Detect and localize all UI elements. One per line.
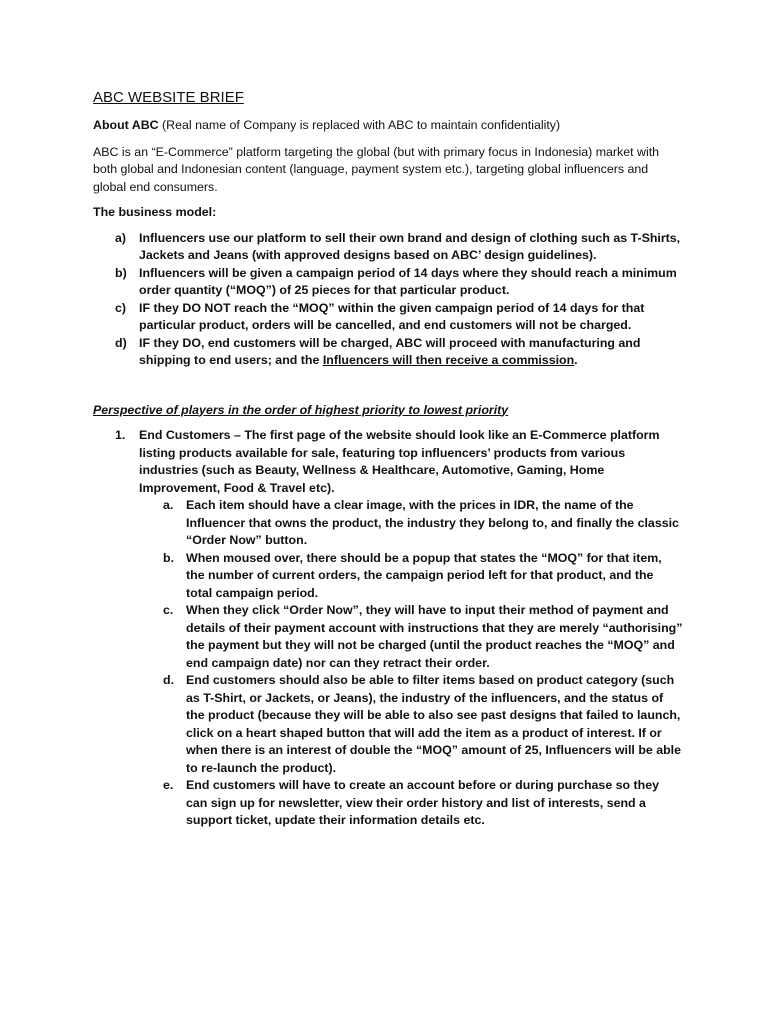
list-item bbox=[93, 265, 683, 300]
sub-list-item bbox=[139, 672, 683, 777]
list-item-text: Influencers will be given a campaign period of 14 days where they should reach a minimum order quantity (“MOQ”) of 25 pieces for that particular product. bbox=[139, 265, 677, 297]
sub-list-item bbox=[139, 602, 683, 672]
list-item bbox=[93, 230, 683, 265]
player-item bbox=[93, 427, 683, 830]
sub-list-item-text: When they click “Order Now”, they will have to input their method of payment and details of their payment account with instructions that they are merely “authorising” the payment but they will not be charged (until the product reaches the “MOQ” and end campaign date) nor can they retract their order. bbox=[186, 603, 683, 670]
list-item-text: IF they DO NOT reach the “MOQ” within the given campaign period of 14 days for that particular product, orders will be cancelled, and end customers will not be charged. bbox=[139, 300, 645, 332]
document-title: ABC WEBSITE BRIEF bbox=[93, 89, 244, 106]
list-marker: b) bbox=[115, 265, 127, 280]
list-item bbox=[93, 300, 683, 335]
business-model-list bbox=[93, 230, 683, 370]
about-note: (Real name of Company is replaced with ABC to maintain confidentiality) bbox=[158, 118, 561, 132]
list-item-text: Influencers use our platform to sell their own brand and design of clothing such as T-Shirts, Jackets and Jeans (with approved designs based on ABC’ design guidelines). bbox=[139, 230, 681, 262]
sub-list-marker: b. bbox=[163, 550, 175, 565]
perspective-heading: Perspective of players in the order of highest priority to lowest priority bbox=[93, 402, 509, 417]
business-model-heading: The business model: bbox=[93, 205, 217, 219]
about-label: About ABC bbox=[93, 118, 159, 132]
list-marker: d) bbox=[115, 335, 127, 350]
intro-paragraph: ABC is an “E-Commerce” platform targeting the global (but with primary focus in Indonesia) market with both global and Indonesian content (language, payment system etc.), targeting global influencers and global end consumers. bbox=[93, 144, 660, 194]
sub-list-marker: e. bbox=[163, 778, 174, 792]
sub-list-item bbox=[139, 550, 683, 603]
about-line bbox=[93, 117, 683, 135]
list-item bbox=[93, 335, 683, 370]
list-item-text-before: IF they DO, end customers will be charged, ABC will proceed with manufacturing and shipping to end users; and the bbox=[139, 335, 641, 367]
sub-list-marker: d. bbox=[163, 673, 175, 687]
list-item-text-after: . bbox=[574, 353, 578, 367]
list-marker: c) bbox=[115, 300, 127, 315]
sub-list-item-text: End customers should also be able to filter items based on product category (such as T-Shirt, or Jackets, or Jeans), the industry of the influencers, and the status of the product (because they will be able to also see past designs that failed to launch, click on a heart shaped button that will add the item as a product of interest. If or when there is an interest of double the “MOQ” amount of 25, Influencers will be able to re-launch the product). bbox=[186, 673, 682, 775]
player-marker: 1. bbox=[115, 428, 126, 442]
sub-list-item-text: End customers will have to create an account before or during purchase so they can sign up for newsletter, view their order history and list of interests, send a support ticket, update their information details etc. bbox=[186, 778, 660, 827]
document-page bbox=[93, 88, 683, 830]
sub-list-marker: a. bbox=[163, 498, 174, 512]
sub-list-marker: c. bbox=[163, 603, 174, 617]
sub-list-item-text: When moused over, there should be a popup that states the “MOQ” for that item, the number of current orders, the campaign period left for that product, and the total campaign period. bbox=[186, 550, 662, 600]
sub-list-item bbox=[139, 777, 683, 830]
commission-underlined-text: Influencers will then receive a commission bbox=[322, 353, 575, 367]
sub-list-item bbox=[139, 497, 683, 550]
sub-list bbox=[139, 497, 683, 830]
players-list bbox=[93, 427, 683, 830]
sub-list-item-text: Each item should have a clear image, with the prices in IDR, the name of the Influencer that owns the product, the industry they belong to, and finally the classic “Order Now” button. bbox=[186, 498, 679, 547]
list-marker: a) bbox=[115, 230, 127, 245]
player-text: End Customers – The first page of the website should look like an E-Commerce platform listing products available for sale, featuring top influencers’ products from various industries (such as Beauty, Wellness & Healthcare, Automotive, Gaming, Home Improvement, Food & Travel etc). bbox=[139, 428, 660, 495]
